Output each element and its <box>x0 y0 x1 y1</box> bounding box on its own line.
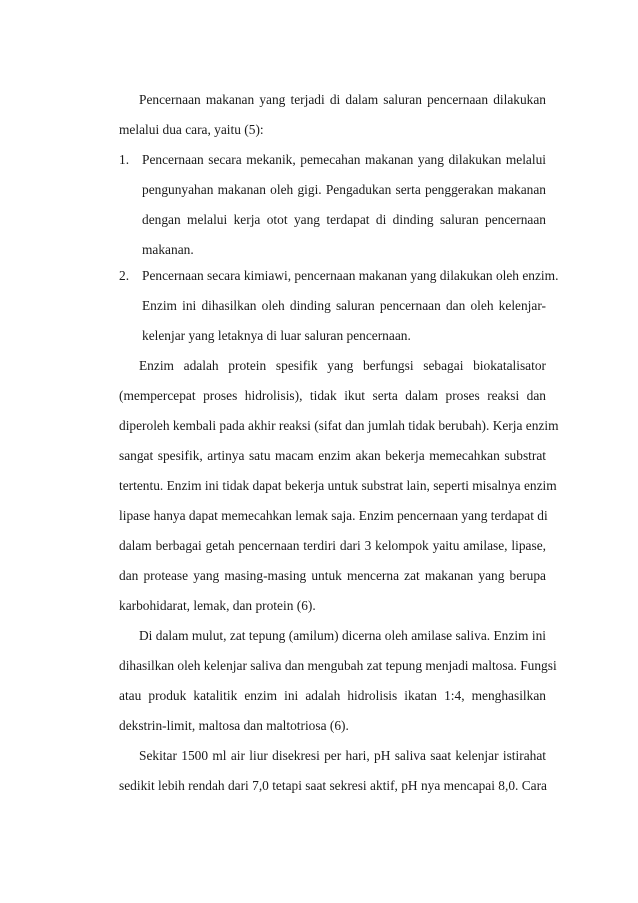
paragraph-2-line-6: lipase hanya dapat memecahkan lemak saja. Enzim pencernaan yang terdapat di <box>119 508 548 523</box>
list-item-2-line-1: Pencernaan secara kimiawi, pencernaan makanan yang dilakukan oleh enzim. <box>142 268 559 283</box>
paragraph-4-line-1: Sekitar 1500 ml air liur disekresi per hari, pH saliva saat kelenjar istirahat <box>139 748 546 763</box>
paragraph-2-line-8: dan protease yang masing-masing untuk mencerna zat makanan yang berupa <box>119 568 546 583</box>
paragraph-3-line-1: Di dalam mulut, zat tepung (amilum) dicerna oleh amilase saliva. Enzim ini <box>139 628 546 643</box>
paragraph-2-line-2: (mempercepat proses hidrolisis), tidak ikut serta dalam proses reaksi dan <box>119 388 546 403</box>
paragraph-3-line-4: dekstrin-limit, maltosa dan maltotriosa (6). <box>119 718 349 733</box>
paragraph-3-line-2: dihasilkan oleh kelenjar saliva dan mengubah zat tepung menjadi maltosa. Fungsi <box>119 658 557 673</box>
paragraph-2-line-9: karbohidarat, lemak, dan protein (6). <box>119 598 316 613</box>
list-item-2-number: 2. <box>119 268 130 283</box>
paragraph-4-line-2: sedikit lebih rendah dari 7,0 tetapi saat sekresi aktif, pH nya mencapai 8,0. Cara <box>119 778 547 793</box>
list-item-2-line-2: Enzim ini dihasilkan oleh dinding saluran pencernaan dan oleh kelenjar- <box>142 298 546 313</box>
list-item-1-line-4: makanan. <box>142 242 194 257</box>
paragraph-3-line-3: atau produk katalitik enzim ini adalah hidrolisis ikatan 1:4, menghasilkan <box>119 688 546 703</box>
list-item-1-line-1: Pencernaan secara mekanik, pemecahan makanan yang dilakukan melalui <box>142 152 546 167</box>
paragraph-2-line-7: dalam berbagai getah pencernaan terdiri dari 3 kelompok yaitu amilase, lipase, <box>119 538 546 553</box>
paragraph-2-line-4: sangat spesifik, artinya satu macam enzim akan bekerja memecahkan substrat <box>119 448 546 463</box>
paragraph-1-line-2: melalui dua cara, yaitu (5): <box>119 122 264 137</box>
list-item-1-line-2: pengunyahan makanan oleh gigi. Pengadukan serta penggerakan makanan <box>142 182 546 197</box>
paragraph-2-line-5: tertentu. Enzim ini tidak dapat bekerja untuk substrat lain, seperti misalnya enzim <box>119 478 557 493</box>
list-item-2-line-3: kelenjar yang letaknya di luar saluran pencernaan. <box>142 328 411 343</box>
paragraph-1-line-1: Pencernaan makanan yang terjadi di dalam saluran pencernaan dilakukan <box>139 92 546 107</box>
paragraph-2-line-3: diperoleh kembali pada akhir reaksi (sifat dan jumlah tidak berubah). Kerja enzim <box>119 418 559 433</box>
paragraph-2-line-1: Enzim adalah protein spesifik yang berfungsi sebagai biokatalisator <box>139 358 546 373</box>
list-item-1-number: 1. <box>119 152 130 167</box>
list-item-1-line-3: dengan melalui kerja otot yang terdapat di dinding saluran pencernaan <box>142 212 546 227</box>
